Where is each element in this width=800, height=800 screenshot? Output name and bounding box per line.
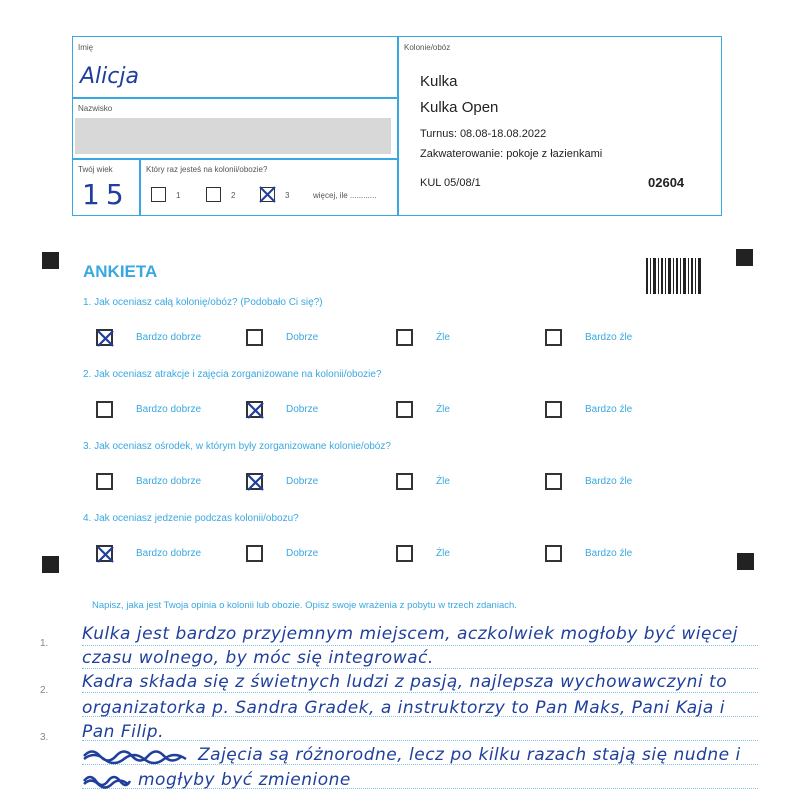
question-3-option-label-3: Źle [436,476,450,487]
question-3-option-label-4: Bardzo źle [585,476,633,487]
question-2-option-label-1: Bardzo dobrze [136,404,202,415]
question-4-checkbox-3[interactable] [396,545,413,562]
opinion-number-2: 2. [40,685,49,696]
visit-count-option-1: 1 [176,191,181,200]
header-divider-age [139,158,141,216]
turnus-text: Turnus: 08.08-18.08.2022 [420,128,547,140]
opinion-line-2: czasu wolnego, by móc się integrować. [82,648,434,668]
camp-name: Kulka [420,73,458,90]
question-1-option-label-1: Bardzo dobrze [136,332,202,343]
question-3-checkbox-4[interactable] [545,473,562,490]
question-1-option-label-4: Bardzo źle [585,332,633,343]
scribble-mark [82,745,192,767]
question-4-text: 4. Jak oceniasz jedzenie podczas kolonii/obozu? [83,513,299,524]
visit-count-option-2: 2 [231,191,236,200]
header-line-1 [72,97,398,99]
checked-mark-icon [96,329,115,348]
question-3-option-label-1: Bardzo dobrze [136,476,202,487]
registration-marker [42,556,59,573]
accommodation-text: Zakwaterowanie: pokoje z łazienkami [420,148,603,160]
question-4-checkbox-4[interactable] [545,545,562,562]
question-3-checkbox-3[interactable] [396,473,413,490]
last-name-label: Nazwisko [78,104,113,113]
question-1-checkbox-3[interactable] [396,329,413,346]
question-2-option-label-2: Dobrze [286,404,319,415]
question-1-checkbox-2[interactable] [246,329,263,346]
writing-line [82,692,758,693]
question-1-checkbox-4[interactable] [545,329,562,346]
question-1-text: 1. Jak oceniasz całą kolonię/obóz? (Podobało Ci się?) [83,297,323,308]
writing-line [82,740,758,741]
checked-mark-icon [96,545,115,564]
registration-marker [737,553,754,570]
registration-marker [736,249,753,266]
visit-count-option-3: 3 [285,191,290,200]
form-id: 02604 [648,175,685,190]
first-name-label: Imię [78,43,94,52]
question-3-option-label-2: Dobrze [286,476,319,487]
visit-count-label: Który raz jesteś na kolonii/obozie? [146,165,268,174]
opinion-prompt: Napisz, jaka jest Twoja opinia o kolonii lub obozie. Opisz swoje wrażenia z pobytu w trzech zdaniach. [92,600,517,611]
question-4-option-label-1: Bardzo dobrze [136,548,202,559]
header-divider [397,36,399,216]
scribble-mark [82,770,132,792]
question-3-checkbox-2[interactable] [246,473,263,490]
survey-title: ANKIETA [83,262,158,281]
question-1-option-label-2: Dobrze [286,332,319,343]
camp-code: KUL 05/08/1 [420,177,481,189]
opinion-line-7: mogłyby być zmienione [138,770,351,790]
registration-marker [42,252,59,269]
camp-label: Kolonie/obóz [404,43,451,52]
opinion-number-1: 1. [40,638,49,649]
question-2-checkbox-3[interactable] [396,401,413,418]
question-4-checkbox-1[interactable] [96,545,113,562]
question-4-option-label-3: Źle [436,548,450,559]
question-3-checkbox-1[interactable] [96,473,113,490]
question-2-text: 2. Jak oceniasz atrakcje i zajęcia zorganizowane na kolonii/obozie? [83,369,382,380]
opinion-line-1: Kulka jest bardzo przyjemnym miejscem, aczkolwiek mogłoby być więcej [82,624,738,644]
opinion-line-6: Zajęcia są różnorodne, lecz po kilku razach stają się nudne i [198,745,741,765]
question-4-checkbox-2[interactable] [246,545,263,562]
question-2-option-label-4: Bardzo źle [585,404,633,415]
question-2-checkbox-2[interactable] [246,401,263,418]
age-value: 15 [82,178,130,211]
age-label: Twój wiek [78,165,113,174]
question-2-checkbox-1[interactable] [96,401,113,418]
header-line-2 [72,158,398,160]
barcode-icon [646,258,702,294]
question-4-option-label-2: Dobrze [286,548,319,559]
visit-count-checkbox-2[interactable] [206,187,221,202]
visit-count-checkbox-1[interactable] [151,187,166,202]
question-1-option-label-3: Źle [436,332,450,343]
checked-mark-icon [259,186,276,203]
question-3-text: 3. Jak oceniasz ośrodek, w którym były zorganizowane kolonie/obóz? [83,441,391,452]
first-name-value: Alicja [80,64,139,89]
opinion-line-3: Kadra składa się z świetnych ludzi z pasją, najlepsza wychowawczyni to [82,672,728,692]
opinion-line-5: Pan Filip. [82,722,164,742]
visit-count-more: więcej, ile ............ [313,191,377,200]
camp-subname: Kulka Open [420,99,499,116]
writing-line [82,645,758,646]
question-2-checkbox-4[interactable] [545,401,562,418]
visit-count-checkbox-3[interactable] [260,187,275,202]
question-1-checkbox-1[interactable] [96,329,113,346]
checked-mark-icon [246,401,265,420]
opinion-line-4: organizatorka p. Sandra Gradek, a instruktorzy to Pan Maks, Pani Kaja i [82,698,725,718]
question-2-option-label-3: Źle [436,404,450,415]
checked-mark-icon [246,473,265,492]
question-4-option-label-4: Bardzo źle [585,548,633,559]
last-name-redacted [75,118,391,154]
opinion-number-3: 3. [40,732,49,743]
writing-line [82,668,758,669]
